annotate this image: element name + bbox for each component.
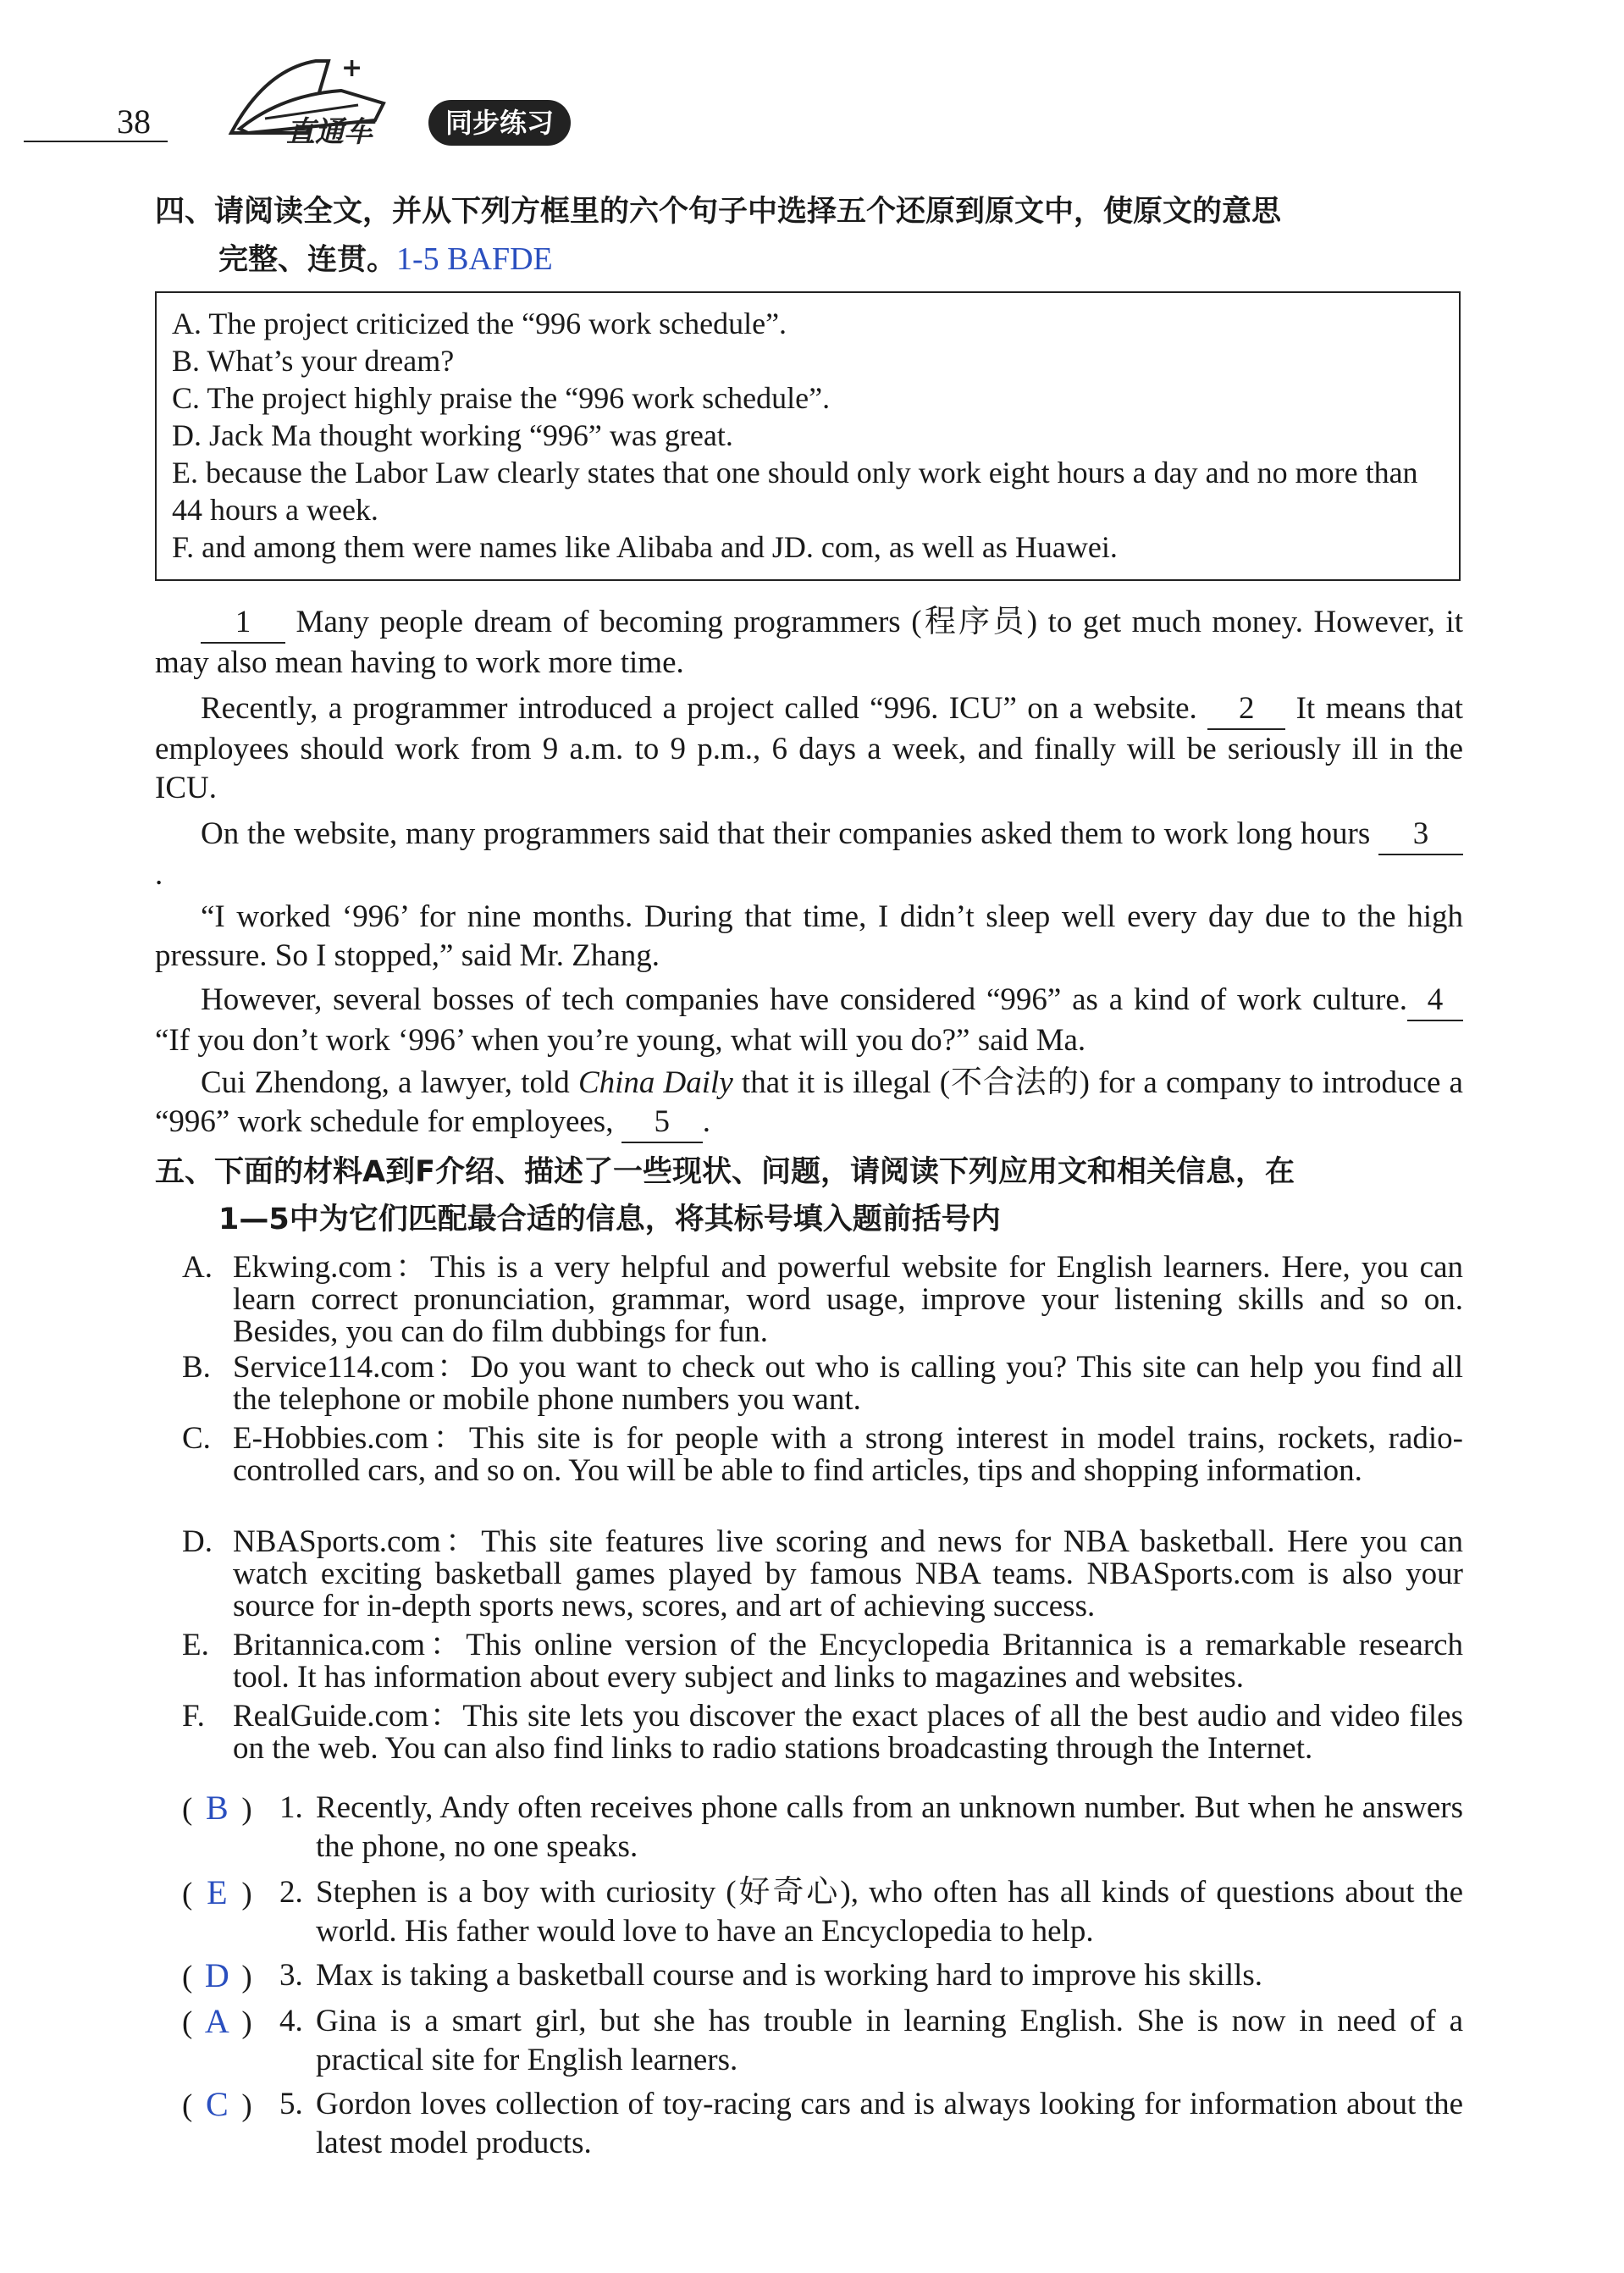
page-header: [24, 53, 1463, 151]
answer-4: A: [204, 2002, 229, 2040]
section-badge: 同步练习: [428, 100, 571, 146]
blank-2: 2: [1207, 689, 1285, 730]
blank-4: 4: [1407, 981, 1463, 1021]
option-a: A. The project criticized the “996 work schedule”.: [172, 307, 787, 340]
passage-paragraph-5: However, several bosses of tech companies have considered “996” as a kind of work culture. 4 “If you don’t work ‘996’ when you’re young, what will you do?” said Ma.: [155, 981, 1463, 1060]
option-d: D. Jack Ma thought working “996” was great.: [172, 418, 733, 452]
option-c: C. The project highly praise the “996 work schedule”.: [172, 381, 831, 415]
passage-paragraph-4: “I worked ‘996’ for nine months. During that time, I didn’t sleep well every day due to the high pressure. So I stopped,” said Mr. Zhang.: [155, 899, 1463, 973]
passage-paragraph-1: 1 Many people dream of becoming programmers (程序员) to get much money. However, it may also mean having to work more time.: [155, 605, 1463, 680]
answer-5: C: [205, 2085, 229, 2123]
page-number: 38: [24, 103, 168, 142]
answer-1: B: [205, 1789, 229, 1827]
answer-3: D: [204, 1956, 229, 1994]
option-b: B. What’s your dream?: [172, 344, 455, 378]
blank-5: 5: [621, 1103, 703, 1143]
section5-title-line1: 五、下面的材料A到F介绍、描述了一些现状、问题，请阅读下列应用文和相关信息，在: [155, 1155, 1295, 1189]
option-e: E. because the Labor Law clearly states that one should only work eight hours a day and no more than 44 hours a week.: [172, 456, 1418, 527]
option-f: F. and among them were names like Alibaba and JD. com, as well as Huawei.: [172, 530, 1118, 564]
material-b: B. Service114.com：Do you want to check out who is calling you? This site can help you find all the telephone or mobile phone numbers you want.: [182, 1350, 1463, 1417]
passage-paragraph-2: Recently, a programmer introduced a project called “996. ICU” on a website. 2 It means that employees should work from 9 a.m. to 9 p.m., 6 days a week, and finally will be seriously ill in the ICU.: [155, 691, 1464, 805]
section5-title-line2: 1—5中为它们匹配最合适的信息，将其标号填入题前括号内: [218, 1203, 1001, 1236]
answer-2: E: [207, 1873, 228, 1911]
section4-title-line2: [218, 235, 553, 284]
options-box: [155, 291, 1461, 581]
question-4: ( A ) 4. Gina is a smart girl, but she has trouble in learning English. She is now in need of a practical site for English learners.: [182, 2002, 1463, 2077]
question-3: ( D ) 3. Max is taking a basketball course and is working hard to improve his skills.: [182, 1956, 1263, 1994]
section4-title-text: 完整、连贯。: [218, 243, 397, 277]
material-f: F. RealGuide.com：This site lets you discover the exact places of all the best audio and video files on the web. You can also find links to radio stations broadcasting through the Internet.: [182, 1699, 1463, 1766]
material-c: C. E-Hobbies.com：This site is for people with a strong interest in model trains, rockets, radio-controlled cars, and so on. You will be able to find articles, tips and shopping information.: [182, 1421, 1463, 1488]
question-5: ( C ) 5. Gordon loves collection of toy-racing cars and is always looking for information about the latest model products.: [182, 2085, 1463, 2160]
svg-text:+: +: [341, 53, 363, 83]
material-a: A. Ekwing.com：This is a very helpful and powerful website for English learners. Here, you can learn correct pronunciation, grammar, word usage, improve your listening skills and so on. Besides, you can do film dubbings for fun.: [182, 1250, 1463, 1349]
question-1: ( B ) 1. Recently, Andy often receives phone calls from an unknown number. But when he answers the phone, no one speaks.: [182, 1789, 1463, 1864]
material-e: E. Britannica.com：This online version of the Encyclopedia Britannica is a remarkable research tool. It has information about every subject and links to magazines and websites.: [182, 1628, 1463, 1695]
section4-answer: 1-5 BAFDE: [396, 241, 553, 277]
blank-1: 1: [201, 603, 285, 644]
logo-text: 直通车: [286, 115, 373, 149]
material-d: D. NBASports.com：This site features live scoring and news for NBA basketball. Here you can watch exciting basketball games played by famous NBA teams. NBASports.com is also your source for in-depth sports news, scores, and art of achieving success.: [182, 1524, 1463, 1623]
section4-title-line1: 四、请阅读全文，并从下列方框里的六个句子中选择五个还原到原文中，使原文的意思: [155, 195, 1282, 229]
blank-3: 3: [1378, 815, 1463, 855]
passage-paragraph-6: Cui Zhendong, a lawyer, told China Daily that it is illegal (不合法的) for a company to introduce a “996” work schedule for employees, 5 .: [155, 1064, 1463, 1143]
passage-paragraph-3: On the website, many programmers said that their companies asked them to work long hours 3.: [155, 815, 1463, 894]
question-2: ( E ) 2. Stephen is a boy with curiosity (好奇心), who often has all kinds of questions about the world. His father would love to have an Encyclopedia to help.: [182, 1873, 1463, 1949]
